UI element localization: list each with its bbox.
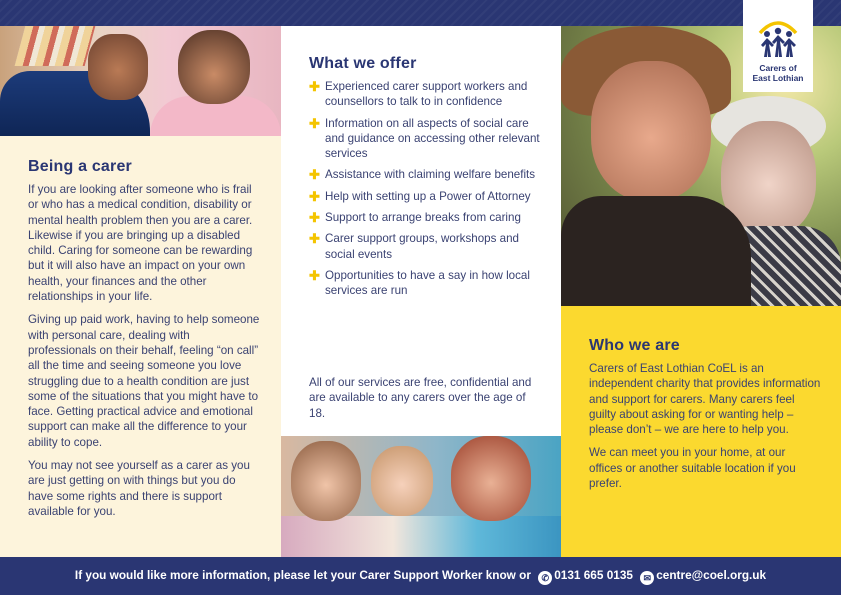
logo-line-2: East Lothian [752,73,804,83]
plus-icon: ✚ [309,231,320,247]
plus-icon: ✚ [309,210,320,226]
being-a-carer-panel [0,136,281,557]
footer-email[interactable]: centre@coel.org.uk [656,568,767,582]
offer-item: ✚ Information on all aspects of social care and guidance on accessing other relevant services [309,115,540,161]
carers-of-east-lothian-logo [743,0,813,92]
offer-item: ✚ Carer support groups, workshops and social events [309,231,519,261]
offer-item: ✚ Experienced carer support workers and counsellors to talk to in confidence [309,79,528,109]
phone-icon: ✆ [538,571,552,585]
plus-icon: ✚ [309,267,320,283]
photo-family-group [281,436,561,557]
top-stripe [0,0,841,26]
contact-footer [0,557,841,595]
plus-icon: ✚ [309,167,320,183]
footer-phone[interactable]: 0131 665 0135 [554,568,633,582]
who-we-are-paragraph: We can meet you in your home, at our offices or another suitable location if you prefer. [589,446,796,491]
people-icon [755,17,801,61]
plus-icon: ✚ [309,79,320,94]
offer-item: ✚ Opportunities to have a say in how local services are run [309,267,530,298]
offer-item: ✚ Assistance with claiming welfare benefits [309,167,536,183]
being-a-carer-heading: Being a carer [28,158,132,175]
being-a-carer-paragraph: You may not see yourself as a carer as you are just getting on with things but you do have some rights and there is support available for you. [28,459,250,518]
what-we-offer-panel [281,26,561,436]
being-a-carer-paragraph: Giving up paid work, having to help someone with personal care, dealing with professionals on their behalf, feeling “on call” all the time and seeing someone you love struggling due to a health condition are just some of the situations that you might have to face. Getting practical advice and emotional support can make all the difference to your ability to cope. [28,313,260,449]
plus-icon: ✚ [309,115,320,131]
photo-father-and-son [0,26,281,136]
offer-footnote: All of our services are free, confidential and are available to any carers over the age of 18. [309,376,532,420]
footer-text: If you would like more information, please let your Carer Support Worker know or [74,568,531,582]
logo-line-1: Carers of [759,63,797,73]
offer-item: ✚ Help with setting up a Power of Attorney [309,188,531,204]
offer-list [309,79,549,305]
being-a-carer-paragraph: If you are looking after someone who is frail or who has a medical condition, disability or mental health problem then you are a carer. Likewise if you are bringing up a disabled child. Caring for someone can be rewarding but it will also have an impact on your own health, your finances and the other relationships in your life. [28,183,253,304]
what-we-offer-heading: What we offer [309,55,417,72]
who-we-are-paragraph: Carers of East Lothian CoEL is an independent charity that provides information and support for carers. Many carers feel guilty about asking for or wanting help – please don’t – we are here to help you. [589,362,821,437]
who-we-are-heading: Who we are [589,337,680,354]
offer-item: ✚ Support to arrange breaks from caring [309,210,521,226]
who-we-are-panel [561,306,841,557]
plus-icon: ✚ [309,188,320,204]
email-icon: ✉ [640,571,654,585]
